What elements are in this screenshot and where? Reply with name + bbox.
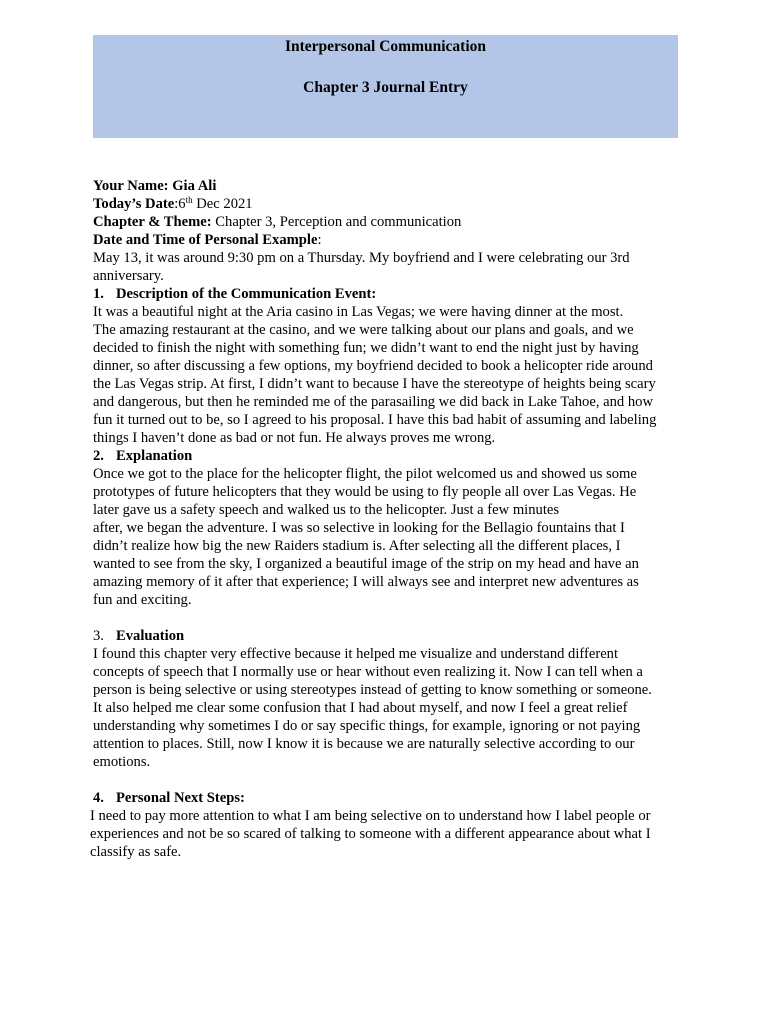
paragraph-line: I need to pay more attention to what I am being selective on to understand how I label people or bbox=[90, 808, 651, 824]
section-2-number: 2. bbox=[93, 448, 104, 464]
blank-line bbox=[93, 771, 693, 789]
paragraph-line: fun it turned out to be, so I agreed to his proposal. I have this bad habit of assuming and labeling bbox=[93, 412, 657, 428]
paragraph-line: after, we began the adventure. I was so selective in looking for the Bellagio fountains that I bbox=[93, 520, 625, 536]
name-value: Gia Ali bbox=[172, 178, 217, 194]
paragraph-line: concepts of speech that I normally use or hear without even realizing it. Now I can tell when a bbox=[93, 664, 643, 680]
date-ordinal: th bbox=[185, 195, 193, 205]
paragraph-line: experiences and not be so scared of talking to someone with a different appearance about what I bbox=[90, 826, 651, 842]
intro-line: May 13, it was around 9:30 pm on a Thursday. My boyfriend and I were celebrating our 3rd bbox=[93, 250, 630, 266]
title-banner bbox=[93, 35, 678, 138]
document-subtitle: Chapter 3 Journal Entry bbox=[303, 79, 468, 96]
date-label: Today’s Date bbox=[93, 196, 175, 212]
blank-line bbox=[93, 609, 693, 627]
paragraph-line: things I haven’t done as bad or not fun. He always proves me wrong. bbox=[93, 430, 496, 446]
section-1-title: Description of the Communication Event: bbox=[116, 286, 377, 302]
paragraph-line: amazing memory of it after that experience; I will always see and interpret new adventures as bbox=[93, 574, 639, 590]
paragraph-line: Once we got to the place for the helicopter flight, the pilot welcomed us and showed us some bbox=[93, 466, 637, 482]
example-field bbox=[93, 231, 693, 249]
paragraph-line: wanted to see from the sky, I organized a beautiful image of the strip on my head and have an bbox=[93, 556, 639, 572]
date-separator: : bbox=[174, 196, 179, 212]
example-label: Date and Time of Personal Example bbox=[93, 232, 318, 248]
journal-body bbox=[90, 177, 693, 861]
section-1-heading bbox=[93, 285, 693, 303]
section-2-title: Explanation bbox=[116, 448, 193, 464]
section-4-heading bbox=[93, 789, 693, 807]
paragraph-line: fun and exciting. bbox=[93, 592, 192, 608]
paragraph-line: classify as safe. bbox=[90, 844, 182, 860]
chapter-field bbox=[93, 213, 693, 231]
section-4-number: 4. bbox=[93, 790, 104, 806]
section-1-number: 1. bbox=[93, 286, 104, 302]
paragraph-line: I found this chapter very effective because it helped me visualize and understand different bbox=[93, 646, 619, 662]
paragraph-line: It was a beautiful night at the Aria casino in Las Vegas; we were having dinner at the most. bbox=[93, 304, 624, 320]
section-3-title: Evaluation bbox=[116, 628, 185, 644]
name-field bbox=[93, 177, 693, 195]
date-rest: Dec 2021 bbox=[192, 196, 253, 212]
section-3-heading bbox=[93, 627, 693, 645]
paragraph-line: The amazing restaurant at the casino, and we were talking about our plans and goals, and we bbox=[93, 322, 634, 338]
intro-line: anniversary. bbox=[93, 268, 164, 284]
section-4-title: Personal Next Steps: bbox=[116, 790, 245, 806]
name-label: Your Name: bbox=[93, 178, 173, 194]
section-3-number: 3. bbox=[93, 628, 104, 644]
paragraph-line: attention to places. Still, now I know it is because we are naturally selective according to our bbox=[93, 736, 635, 752]
example-separator: : bbox=[317, 232, 322, 248]
document-title: Interpersonal Communication bbox=[284, 38, 487, 55]
paragraph-line: It also helped me clear some confusion that I had about myself, and now I feel a great relief bbox=[93, 700, 628, 716]
paragraph-line: prototypes of future helicopters that they would be using to fly people all over Las Vegas. He bbox=[93, 484, 637, 500]
chapter-label: Chapter & Theme: bbox=[93, 214, 212, 230]
paragraph-line: the Las Vegas strip. At first, I didn’t want to because I have the stereotype of heights being scary bbox=[93, 376, 656, 392]
section-2-heading bbox=[93, 447, 693, 465]
paragraph-line: dinner, so after discussing a few options, my boyfriend decided to book a helicopter ride around bbox=[93, 358, 653, 374]
date-field bbox=[93, 195, 693, 213]
date-day: 6 bbox=[178, 196, 186, 212]
paragraph-line: emotions. bbox=[93, 754, 151, 770]
paragraph-line: person is being selective or using stereotypes instead of getting to know something or someone. bbox=[93, 682, 652, 698]
chapter-value: Chapter 3, Perception and communication bbox=[211, 214, 462, 230]
paragraph-line: and dangerous, but then he reminded me of the parasailing we did back in Lake Tahoe, and how bbox=[93, 394, 653, 410]
paragraph-line: understanding why sometimes I do or say specific things, for example, ignoring or not paying bbox=[93, 718, 641, 734]
paragraph-line: decided to finish the night with something fun; we didn’t want to end the night just by having bbox=[93, 340, 639, 356]
paragraph-line: didn’t realize how big the new Raiders stadium is. After selecting all the different places, I bbox=[93, 538, 621, 554]
paragraph-line: later gave us a safety speech and walked us to the helicopter. Just a few minutes bbox=[93, 502, 560, 518]
